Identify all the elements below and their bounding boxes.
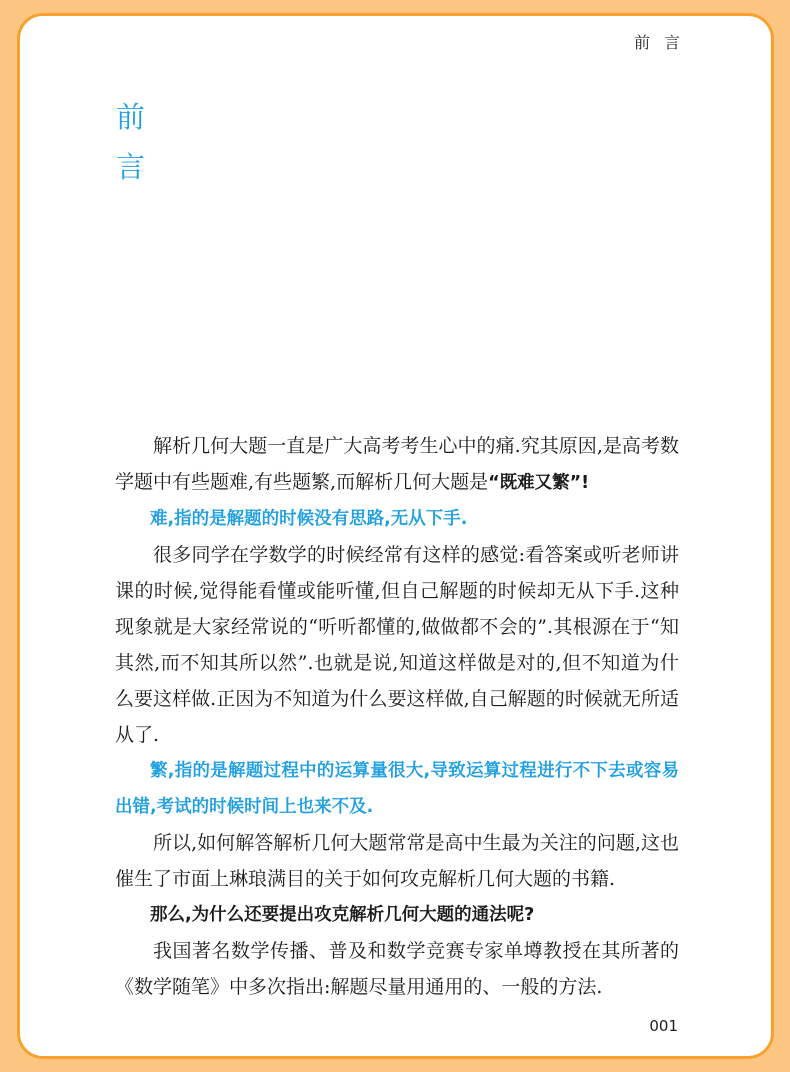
paragraph-6-bold: 那么,为什么还要提出攻克解析几何大题的通法呢? [150, 905, 535, 925]
running-header: 前言 [633, 33, 694, 52]
paragraph-7: 我国著名数学传播、普及和数学竞赛专家单墫教授在其所著的《数学随笔》中多次指出:解题尽量用通用的、一般的方法. [115, 940, 679, 998]
paragraph-2-highlight: 难,指的是解题的时候没有思路,无从下手. [150, 509, 468, 529]
paragraph-1-bold: “既难又繁”! [488, 473, 590, 493]
page-number: 001 [649, 1017, 678, 1035]
chapter-title-char-1: 前 [116, 100, 146, 134]
chapter-title-char-2: 言 [116, 150, 146, 184]
paragraph-5: 所以,如何解答解析几何大题常常是高中生最为关注的问题,这也催生了市面上琳琅满目的关于如何攻克解析几何大题的书籍. [115, 832, 679, 890]
body-text [115, 428, 679, 1005]
paragraph-1-text: 解析几何大题一直是广大高考考生心中的痛.究其原因,是高考数学题中有些题难,有些题繁,而解析几何大题是 [115, 435, 679, 493]
paragraph-4-highlight: 繁,指的是解题过程中的运算量很大,导致运算过程进行不下去或容易出错,考试的时候时间上也来不及. [115, 761, 679, 817]
paragraph-3: 很多同学在学数学的时候经常有这样的感觉:看答案或听老师讲课的时候,觉得能看懂或能听懂,但自己解题的时候却无从下手.这种现象就是大家经常说的“听听都懂的,做做都不会的”.其根源在于“知其然,而不知其所以然”.也就是说,知道这样做是对的,但不知道为什么要这样做.正因为不知道为什么要这样做,自己解题的时候就无所适从了. [115, 544, 679, 746]
paragraph-1 [115, 428, 679, 501]
chapter-title [116, 92, 156, 192]
